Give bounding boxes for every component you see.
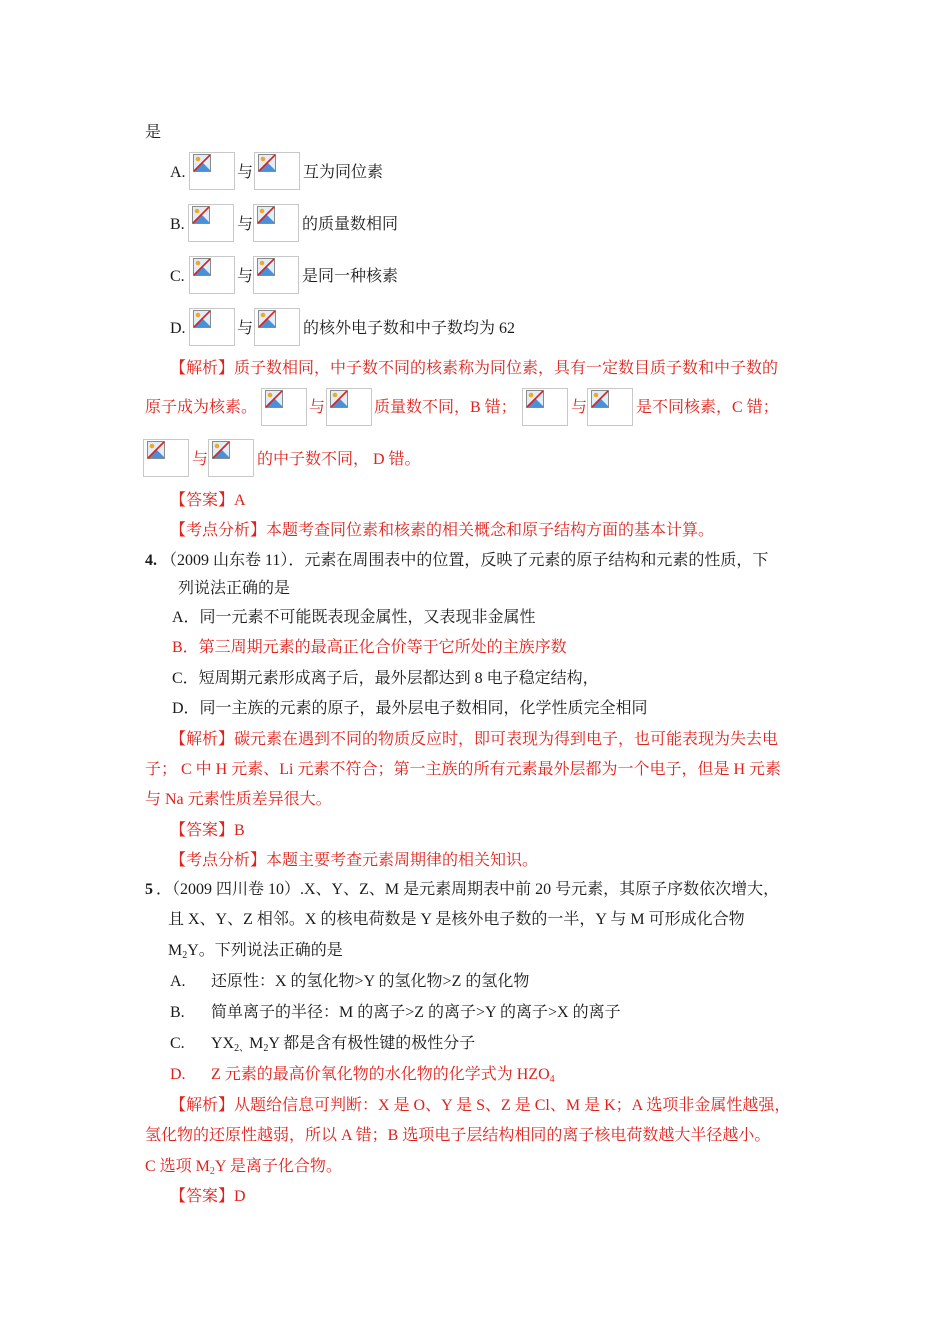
q4-answer: 【答案】B [170, 822, 245, 839]
q3-analysis-image-3 [522, 388, 568, 426]
q3-analysis-image-4 [587, 388, 633, 426]
q5-analysis-line2: 氢化物的还原性越弱，所以 A 错；B 选项电子层结构相同的离子核电荷数越大半径越小。 [145, 1127, 771, 1144]
q3-option-d-mid: 与 [237, 320, 254, 337]
broken-image-icon [257, 258, 275, 276]
q3-analysis-image-1 [261, 388, 307, 426]
q3-option-d-label: D. [170, 320, 186, 337]
q4-stem-line1: （2009 山东卷 11）．元素在周围表中的位置，反映了元素的原子结构和元素的性质，下 [161, 552, 769, 569]
q3-analysis-image-5 [143, 439, 189, 477]
q3-analysis-line3-b: 与 [192, 451, 209, 468]
q5-stem-line1: ．（2009 四川卷 10）.X、Y、Z、M 是元素周期表中前 20 号元素，其原子序数依次增大， [156, 881, 780, 898]
q3-option-a-mid: 与 [237, 164, 254, 181]
broken-image-icon [265, 390, 283, 408]
q4-analysis-line2: 子； C 中 H 元素、Li 元素不符合；第一主族的所有元素最外层都为一个电子，但是 H 元素 [145, 761, 782, 778]
q5-analysis-line1: 【解析】从题给信息可判断：X 是 O、Y 是 S、Z 是 Cl、M 是 K；A 选项非金属性越强， [170, 1097, 791, 1114]
q3-c-nuclide-image-2 [253, 256, 299, 294]
q3-analysis-line2-d: 与 [571, 399, 588, 416]
q3-b-nuclide-image-1 [188, 204, 234, 242]
broken-image-icon [192, 206, 210, 224]
q5-option-a-label: A. [170, 973, 186, 990]
q5-option-b-label: B. [170, 1004, 185, 1021]
broken-image-icon [212, 441, 230, 459]
q3-option-a-label: A. [170, 164, 186, 181]
q3-d-nuclide-image-2 [254, 308, 300, 346]
q4-analysis-line1: 【解析】碳元素在遇到不同的物质反应时，即可表现为得到电子，也可能表现为失去电 [170, 731, 779, 748]
broken-image-icon [257, 206, 275, 224]
broken-image-icon [193, 310, 211, 328]
q4-option-c: C．短周期元素形成离子后，最外层都达到 8 电子稳定结构， [172, 670, 599, 687]
q5-number: 5 [145, 881, 153, 898]
q5-stem-line3: $M_2Y$。下列说法正确的是 [168, 942, 343, 961]
q3-analysis-line1: 【解析】质子数相同，中子数不同的核素称为同位素，具有一定数目质子数和中子数的 [170, 360, 779, 377]
q5-option-d: Z 元素的最高价氧化物的水化物的化学式为 $HZO_4$ [211, 1066, 555, 1085]
q3-analysis-line2-a: 原子成为核素。 [145, 399, 258, 416]
q3-a-nuclide-image-1 [189, 152, 235, 190]
broken-image-icon [147, 441, 165, 459]
q5-stem-line2: 且 X、Y、Z 相邻。X 的核电荷数是 Y 是核外电子数的一半，Y 与 M 可形成化合物 [168, 911, 745, 928]
q3-analysis-image-6 [208, 439, 254, 477]
q3-analysis-line2-b: 与 [309, 399, 326, 416]
q5-answer: 【答案】D [170, 1188, 246, 1205]
q3-option-a-text: 互为同位素 [303, 164, 384, 181]
q3-b-nuclide-image-2 [253, 204, 299, 242]
q3-analysis-line3-c: 的中子数不同， D 错。 [257, 451, 421, 468]
q3-analysis-line2-e: 是不同核素，C 错； [636, 399, 779, 416]
q4-option-a: A．同一元素不可能既表现金属性，又表现非金属性 [172, 609, 536, 626]
q3-option-b-label: B. [170, 216, 185, 233]
q4-number: 4. [145, 552, 157, 569]
q3-stem-end: 是 [145, 124, 162, 141]
broken-image-icon [193, 154, 211, 172]
broken-image-icon [591, 390, 609, 408]
q4-stem-line2: 列说法正确的是 [178, 580, 291, 597]
q3-option-c-label: C. [170, 268, 185, 285]
q5-option-d-label: D. [170, 1066, 186, 1083]
q4-analysis-line3: 与 Na 元素性质差异很大。 [145, 791, 332, 808]
broken-image-icon [193, 258, 211, 276]
q5-option-c-label: C. [170, 1035, 185, 1052]
q5-option-c: $YX_{2、}M_2Y$ 都是含有极性键的极性分子 [211, 1035, 476, 1054]
broken-image-icon [526, 390, 544, 408]
q3-analysis-line2-c: 质量数不同，B 错； [374, 399, 517, 416]
broken-image-icon [258, 310, 276, 328]
q3-option-b-text: 的质量数相同 [302, 216, 399, 233]
q5-analysis-line3: C 选项 $M_2Y$ 是离子化合物。 [145, 1158, 342, 1177]
broken-image-icon [258, 154, 276, 172]
q3-answer: 【答案】A [170, 492, 246, 509]
q3-option-c-text: 是同一种核素 [302, 268, 399, 285]
q3-analysis-image-2 [326, 388, 372, 426]
q3-option-b-mid: 与 [237, 216, 254, 233]
q3-kaodian: 【考点分析】本题考查同位素和核素的相关概念和原子结构方面的基本计算。 [170, 522, 715, 539]
q4-option-b: B．第三周期元素的最高正化合价等于它所处的主族序数 [172, 639, 567, 656]
q4-kaodian: 【考点分析】本题主要考查元素周期律的相关知识。 [170, 852, 539, 869]
q3-option-d-text: 的核外电子数和中子数均为 62 [303, 320, 516, 337]
q5-option-b: 简单离子的半径：M 的离子>Z 的离子>Y 的离子>X 的离子 [211, 1004, 621, 1021]
q3-a-nuclide-image-2 [254, 152, 300, 190]
q3-c-nuclide-image-1 [189, 256, 235, 294]
q4-option-d: D．同一主族的元素的原子，最外层电子数相同，化学性质完全相同 [172, 700, 648, 717]
q5-option-a: 还原性：X 的氢化物>Y 的氢化物>Z 的氢化物 [211, 973, 530, 990]
broken-image-icon [330, 390, 348, 408]
q3-option-c-mid: 与 [237, 268, 254, 285]
q3-d-nuclide-image-1 [189, 308, 235, 346]
